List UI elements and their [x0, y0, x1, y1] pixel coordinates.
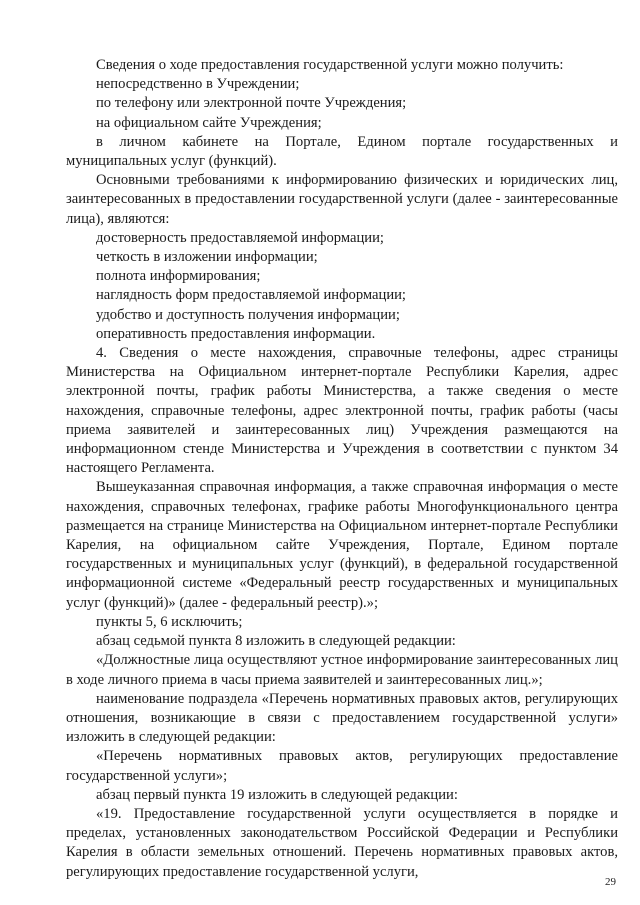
paragraph: пункты 5, 6 исключить; [96, 613, 243, 630]
paragraph: непосредственно в Учреждении; [96, 76, 300, 93]
paragraph: достоверность предоставляемой информации; [96, 229, 384, 246]
paragraph: абзац первый пункта 19 изложить в следующей редакции: [96, 786, 458, 803]
paragraph: удобство и доступность получения информации; [96, 306, 400, 323]
paragraph: «Перечень нормативных правовых актов, регулирующих предоставление государственной услуги»; [66, 748, 618, 784]
paragraph: полнота информирования; [96, 268, 261, 285]
paragraph: наглядность форм предоставляемой информации; [96, 287, 406, 304]
document-body [66, 56, 618, 882]
paragraph: Основными требованиями к информированию физических и юридических лиц, заинтересованных в предоставлении государственной услуги (далее - заинтересованные лица), являются: [66, 172, 618, 227]
paragraph: в личном кабинете на Портале, Едином портале государственных и муниципальных услуг (функций). [66, 133, 618, 170]
paragraph: наименование подраздела «Перечень нормативных правовых актов, регулирующих отношения, возникающие в связи с предоставлением государственной услуги» изложить в следующей редакции: [66, 690, 618, 746]
paragraph: четкость в изложении информации; [96, 249, 318, 266]
paragraph: оперативность предоставления информации. [96, 325, 376, 342]
page-number: 29 [605, 876, 616, 888]
paragraph: «Должностные лица осуществляют устное информирование заинтересованных лиц в ходе личного приема в часы приема заявителей и заинтересованных лиц.»; [66, 652, 618, 688]
paragraph: по телефону или электронной почте Учреждения; [96, 95, 407, 112]
paragraph: «19. Предоставление государственной услуги осуществляется в порядке и пределах, установленных законодательством Российской Федерации и Республики Карелия в области земельных отношений. Перечень нормативных правовых актов, регулирующих предоставление государственной услуги, [66, 805, 618, 880]
paragraph: Вышеуказанная справочная информация, а также справочная информация о месте нахождения, справочных телефонах, графике работы Многофункционального центра размещается на странице Министерства на Официальном интернет-портале Республики Карелия, на официальном сайте Учреждения, Портале, Едином портале государственных и муниципальных услуг (функций), в федеральной государственной информационной системе «Федеральный реестр государственных и муниципальных услуг (функций)» (далее - федеральный реестр).»; [66, 479, 618, 611]
paragraph: 4. Сведения о месте нахождения, справочные телефоны, адрес страницы Министерства на Официальном интернет-портале Республики Карелия, адрес электронной почты, график работы Министерства, а также сведения о месте нахождения, справочные телефоны, адрес электронной почты, график работы (часы приема заявителей и заинтересованных лиц) Учреждения размещаются на информационном стенде Министерства и Учреждения в соответствии с пунктом 34 настоящего Регламента. [66, 345, 618, 477]
paragraph: Сведения о ходе предоставления государственной услуги можно получить: [96, 57, 564, 73]
paragraph: на официальном сайте Учреждения; [96, 114, 322, 131]
paragraph: абзац седьмой пункта 8 изложить в следующей редакции: [96, 633, 456, 650]
